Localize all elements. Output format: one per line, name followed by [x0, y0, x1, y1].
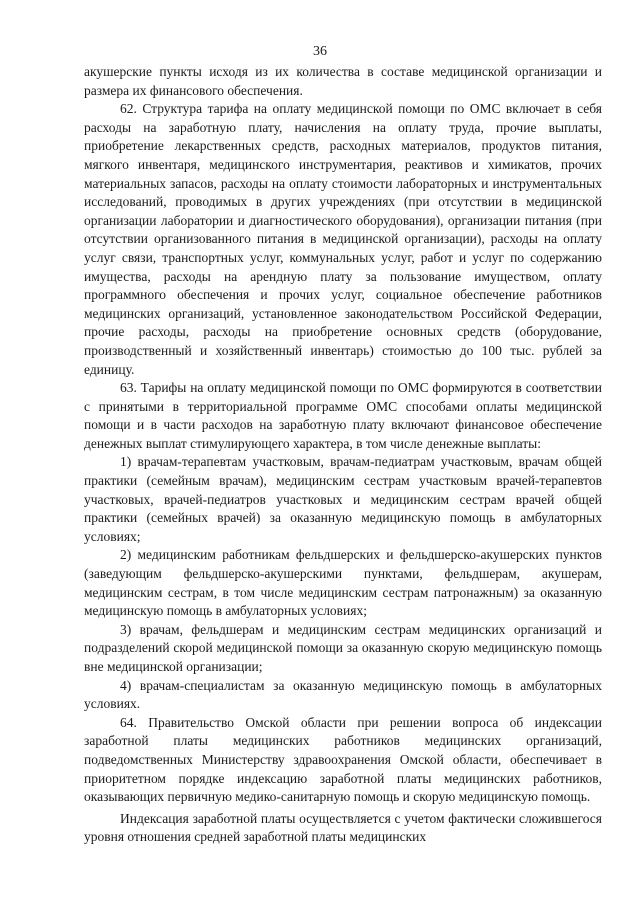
- paragraph-continuation: акушерские пункты исходя из их количества в составе медицинской организации и размера их финансового обеспечения.: [84, 64, 602, 98]
- page-number: 36: [313, 44, 327, 59]
- paragraph-indexation: Индексация заработной платы осуществляется с учетом фактически сложившегося уровня отношения средней заработной платы медицинских: [84, 810, 602, 845]
- list-item-2: 2) медицинским работникам фельдшерских и фельдшерско-акушерских пунктов (заведующим фельдшерско-акушерскими пунктами, фельдшерам, акушерам, медицинским сестрам, в том числе медицинским сестрам патронажным) за оказанную медицинскую помощь в амбулаторных условиях;: [84, 547, 602, 619]
- paragraph-62: 62. Структура тарифа на оплату медицинской помощи по ОМС включает в себя расходы на заработную плату, начисления на оплату труда, прочие выплаты, приобретение лекарственных средств, расходных материалов, продуктов питания, мягкого инвентаря, медицинского инструментария, реактивов и химикатов, прочих материальных запасов, расходы на оплату стоимости лабораторных и инструментальных исследований, проводимых в других учреждениях (при отсутствии в медицинской организации лаборатории и диагностического оборудования), организации питания (при отсутствии организованного питания в медицинской организации), расходы на оплату услуг связи, транспортных услуг, коммунальных услуг, работ и услуг по содержанию имущества, расходы на арендную плату за пользование имуществом, оплату программного обеспечения и прочих услуг, социальное обеспечение работников медицинских организаций, установленное законодательством Российской Федерации, прочие расходы, расходы на приобретение основных средств (оборудование, производственный и хозяйственный инвентарь) стоимостью до 100 тыс. рублей за единицу.: [84, 101, 602, 377]
- list-item-3: 3) врачам, фельдшерам и медицинским сестрам медицинских организаций и подразделений скорой медицинской помощи за оказанную скорую медицинскую помощь вне медицинской организации;: [84, 621, 602, 674]
- paragraph-63: 63. Тарифы на оплату медицинской помощи по ОМС формируются в соответствии с принятыми в территориальной программе ОМС способами оплаты медицинской помощи и в части расходов на заработную плату включают финансовое обеспечение денежных выплат стимулирующего характера, в том числе денежные выплаты:: [84, 380, 602, 451]
- list-item-4: 4) врачам-специалистам за оказанную медицинскую помощь в амбулаторных условиях.: [84, 677, 602, 712]
- paragraph-64: 64. Правительство Омской области при решении вопроса об индексации заработной платы медицинских работников медицинских организаций, подведомственных Министерству здравоохранения Омской области, обеспечивает в приоритетном порядке индексацию заработной платы медицинских работников, оказывающих первичную медико-санитарную помощь и скорую медицинскую помощь.: [84, 714, 602, 805]
- list-item-1: 1) врачам-терапевтам участковым, врачам-педиатрам участковым, врачам общей практики (семейным врачам), медицинским сестрам участковым врачей-терапевтов участковых, врачей-педиатров участковых и медицинским сестрам врачей общей практики (семейных врачей) за оказанную медицинскую помощь в амбулаторных условиях;: [84, 454, 602, 544]
- document-body: [84, 63, 602, 847]
